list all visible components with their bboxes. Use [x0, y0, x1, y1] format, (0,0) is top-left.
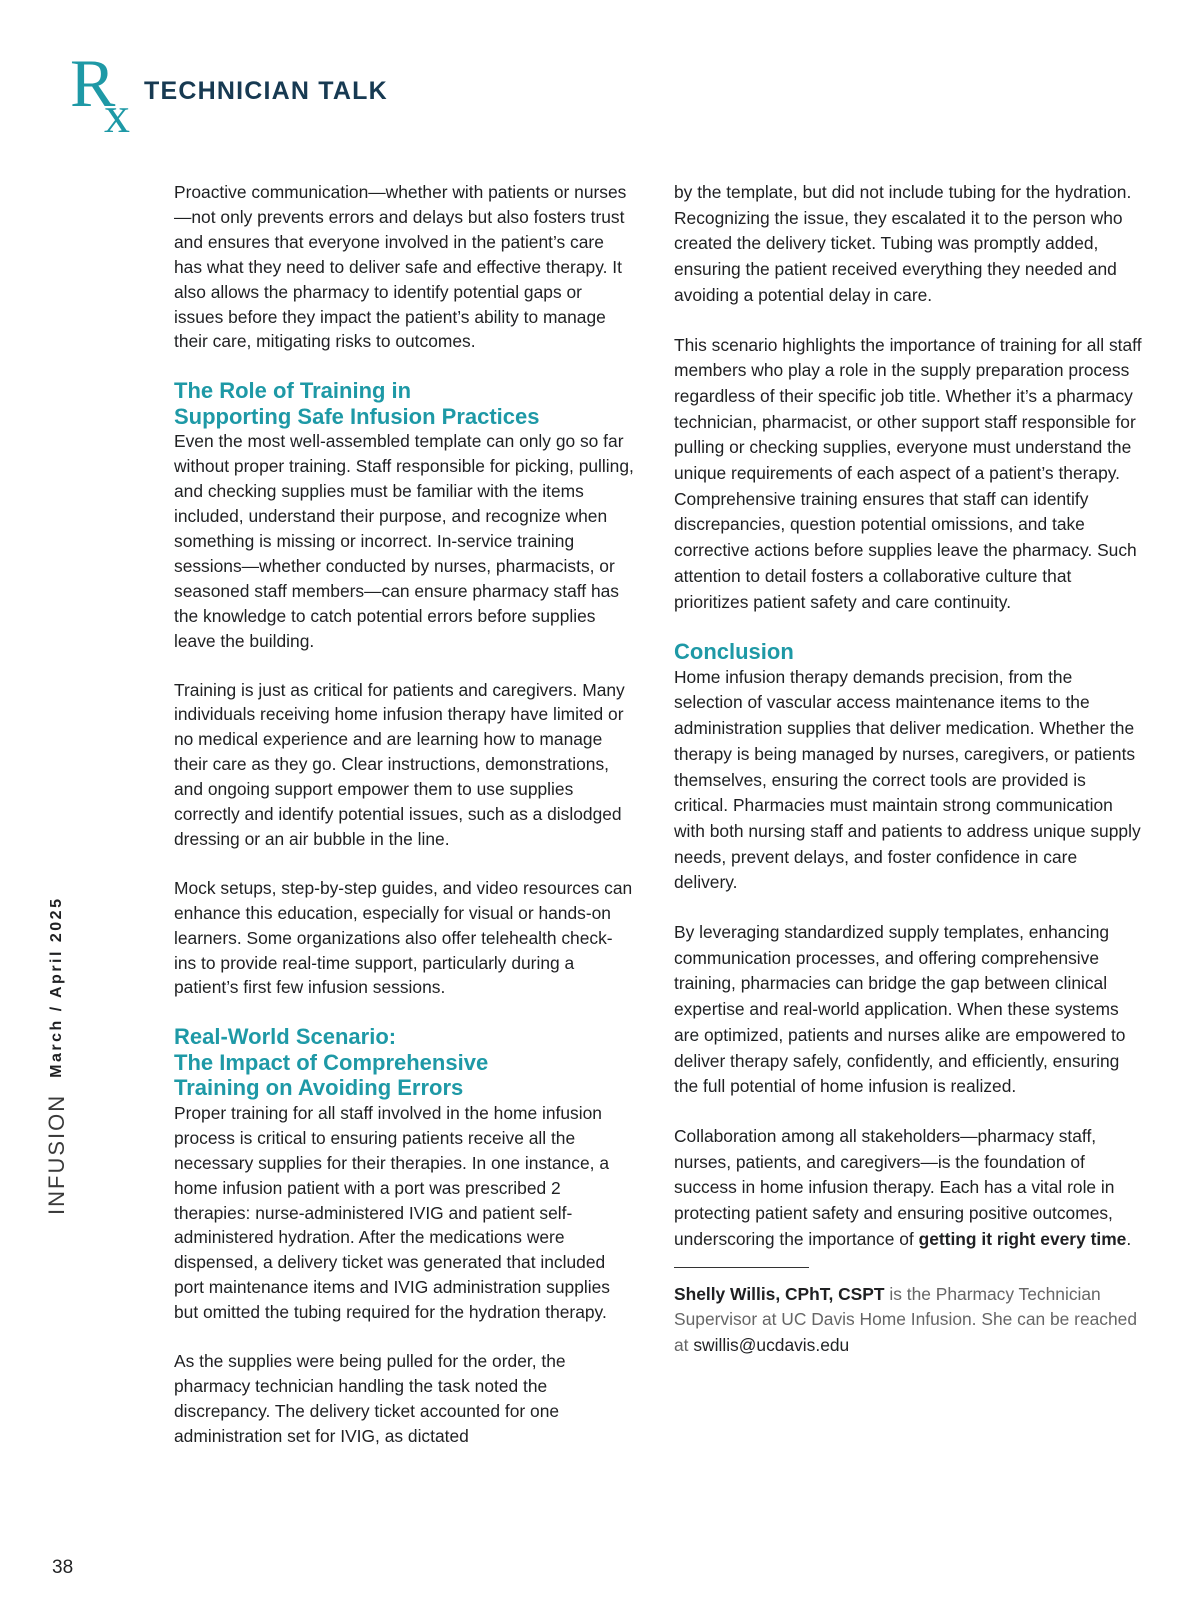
heading-line: Training on Avoiding Errors — [174, 1075, 464, 1101]
right-column — [674, 180, 1144, 1359]
heading-line: Real-World Scenario: — [174, 1024, 397, 1050]
paragraph: Proactive communication—whether with patients or nurses—not only prevents errors and delays but also fosters trust and ensures that everyone involved in the patient’s care has what they need to deliver safe and effective therapy. It also allows the pharmacy to identify potential gaps or issues before they impact the patient’s ability to manage their care, mitigating risks to outcomes. — [174, 182, 627, 352]
svg-text:x: x — [104, 87, 130, 136]
paragraph: As the supplies were being pulled for the order, the pharmacy technician handling the task noted the discrepancy. The delivery ticket accounted for one administration set for IVIG, as dictated — [174, 1351, 566, 1446]
paragraph: Training is just as critical for patients and caregivers. Many individuals receiving home infusion therapy have limited or no medical experience and are learning how to manage their care as they go. Clear instructions, demonstrations, and ongoing support empower them to use supplies correctly and identify potential issues, such as a dislodged dressing or an air bubble in the line. — [174, 679, 625, 849]
left-column — [174, 180, 634, 1473]
page-header — [70, 52, 470, 142]
issue-date: March / April 2025 — [48, 896, 65, 1078]
magazine-brand: INFUSION — [44, 1093, 69, 1215]
paragraph-text: Collaboration among all stakeholders—pharmacy staff, nurses, patients, and caregivers—is the foundation of success in home infusion therapy. Each has a vital role in protecting patient safety and ensuring positive outcomes, underscoring the importance of — [674, 1126, 1115, 1249]
author-bio — [674, 1282, 1144, 1359]
paragraph: By leveraging standardized supply templates, enhancing communication processes, and offering comprehensive training, pharmacies can bridge the gap between clinical expertise and real-world application. When these systems are optimized, patients and nurses alike are empowered to deliver therapy safely, confidently, and efficiently, ensuring the full potential of home infusion is realized. — [674, 922, 1126, 1097]
section-title: TECHNICIAN TALK — [144, 77, 388, 105]
svg-text:R: R — [70, 52, 116, 121]
section-heading-training — [174, 378, 634, 429]
paragraph: Mock setups, step-by-step guides, and video resources can enhance this education, especially for visual or hands-on learners. Some organizations also offer telehealth check-ins to provide real-time support, particularly during a patient’s first few infusion sessions. — [174, 877, 633, 998]
heading-line: The Role of Training in — [174, 378, 412, 404]
heading-line: The Impact of Comprehensive — [174, 1049, 489, 1075]
emphasis-text: getting it right every time — [918, 1228, 1127, 1249]
section-heading-scenario — [174, 1024, 634, 1101]
magazine-sidebar — [42, 896, 72, 1215]
author-name: Shelly Willis, CPhT, CSPT — [674, 1283, 885, 1304]
paragraph: by the template, but did not include tubing for the hydration. Recognizing the issue, they escalated it to the person who created the delivery ticket. Tubing was promptly added, ensuring the patient received everything they needed and avoiding a potential delay in care. — [674, 182, 1132, 305]
paragraph: Proper training for all staff involved in the home infusion process is critical to ensuring patients receive all the necessary supplies for their therapies. In one instance, a home infusion patient with a port was prescribed 2 therapies: nurse-administered IVIG and patient self-administered hydration. After the medications were dispensed, a delivery ticket was generated that included port maintenance items and IVIG administration supplies but omitted the tubing required for the hydration therapy. — [174, 1102, 610, 1323]
author-email-link[interactable]: swillis@ucdavis.edu — [693, 1334, 850, 1355]
heading-line: Supporting Safe Infusion Practices — [174, 403, 540, 429]
author-bio-text: is the Pharmacy Technician Supervisor at UC Davis Home Infusion. She can be reached at — [674, 1283, 1138, 1355]
paragraph — [674, 1124, 1144, 1253]
page-number: 38 — [52, 1557, 74, 1578]
paragraph: Home infusion therapy demands precision, from the selection of vascular access maintenance items to the administration supplies that deliver medication. Whether the therapy is being managed by nurses, caregivers, or patients themselves, ensuring the correct tools are provided is critical. Pharmacies must maintain strong communication with both nursing staff and patients to address unique supply needs, prevent delays, and foster confidence in care delivery. — [674, 666, 1141, 893]
paragraph: Even the most well-assembled template can only go so far without proper training. Staff responsible for picking, pulling, and checking supplies must be familiar with the items included, understand their purpose, and recognize when something is missing or incorrect. In-service training sessions—whether conducted by nurses, pharmacists, or seasoned staff members—can ensure pharmacy staff has the knowledge to catch potential errors before supplies leave the building. — [174, 431, 634, 651]
paragraph-end: . — [1126, 1228, 1132, 1249]
bio-divider — [674, 1267, 809, 1268]
rx-logo-icon — [70, 52, 150, 136]
section-heading-conclusion: Conclusion — [674, 639, 794, 665]
paragraph: This scenario highlights the importance of training for all staff members who play a role in the supply preparation process regardless of their specific job title. Whether it’s a pharmacy technician, pharmacist, or other support staff responsible for pulling or checking supplies, everyone must understand the unique requirements of each aspect of a patient’s therapy. Comprehensive training ensures that staff can identify discrepancies, question potential omissions, and take corrective actions before supplies leave the pharmacy. Such attention to detail fosters a collaborative culture that prioritizes patient safety and care continuity. — [674, 334, 1142, 612]
